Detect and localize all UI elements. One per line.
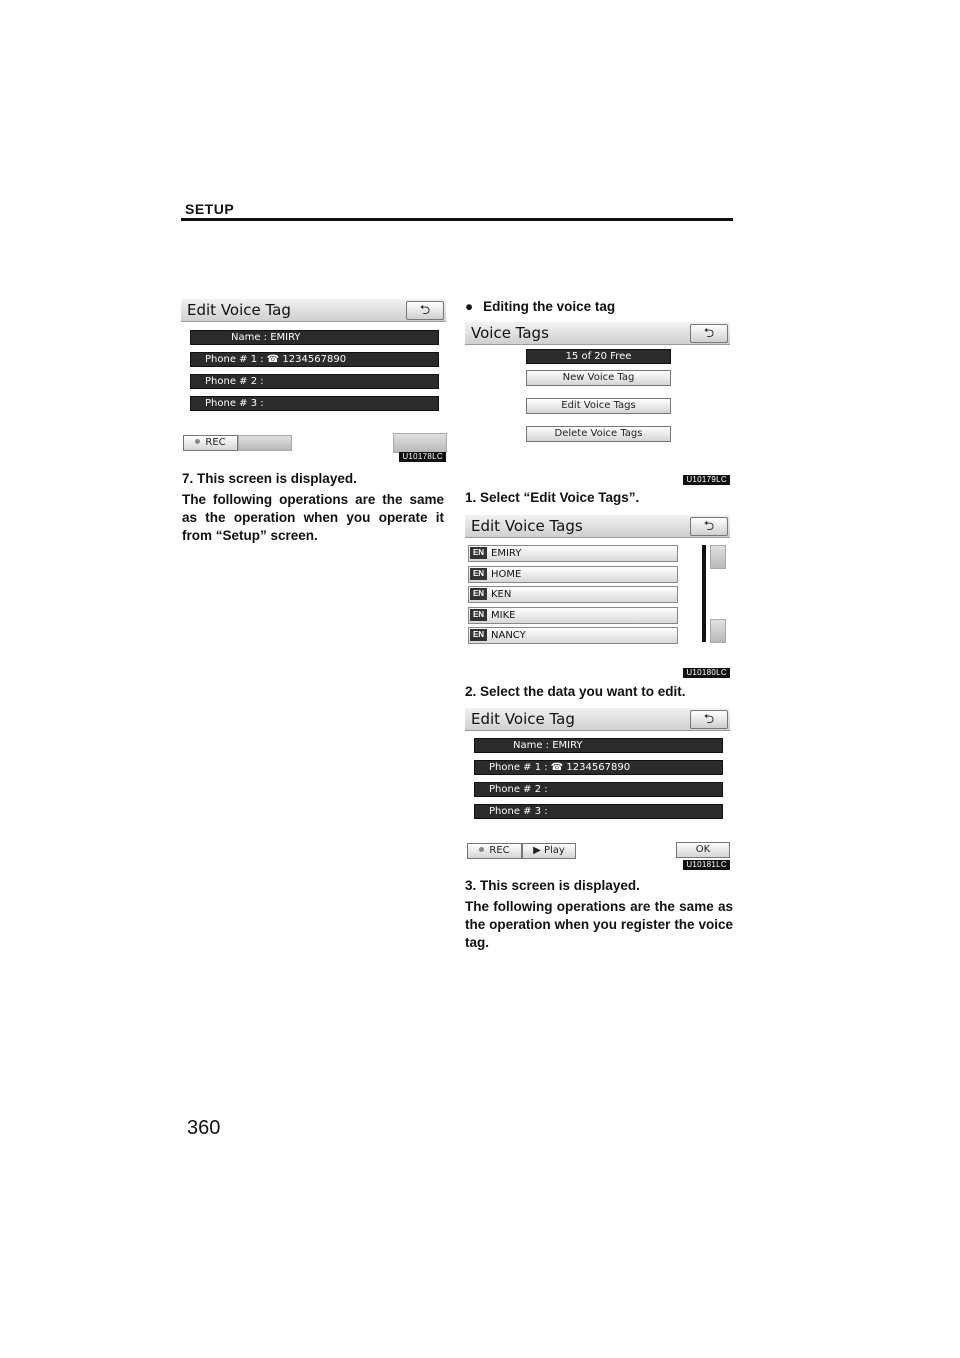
list-item-label: HOME xyxy=(491,569,522,580)
back-icon[interactable]: ⮌ xyxy=(690,517,728,536)
list-item-label: KEN xyxy=(491,589,512,600)
phone-3-row[interactable] xyxy=(190,396,439,411)
scrollbar-track[interactable] xyxy=(702,545,706,642)
figure-code: U10179LC xyxy=(683,475,730,485)
list-item[interactable] xyxy=(468,545,678,562)
phone-2-row-label: Phone # 2 : xyxy=(205,376,264,387)
screen-title-bar xyxy=(181,299,446,322)
rec-label: REC xyxy=(205,437,226,448)
free-count-bar xyxy=(526,349,671,364)
language-badge: EN xyxy=(470,629,487,641)
screen-title: Edit Voice Tag xyxy=(471,710,575,728)
screen-title-bar xyxy=(465,322,730,345)
free-count-label: 15 of 20 Free xyxy=(565,351,632,362)
phone-2-row[interactable] xyxy=(474,782,723,797)
figure-edit-voice-tags-list xyxy=(465,515,730,679)
list-item[interactable] xyxy=(468,627,678,644)
language-badge: EN xyxy=(470,588,487,600)
language-badge: EN xyxy=(470,609,487,621)
phone-1-row-label: Phone # 1 : ☎ 1234567890 xyxy=(205,354,347,365)
rec-dot-icon xyxy=(195,439,200,444)
list-item-label: EMIRY xyxy=(491,548,522,559)
screen-title: Edit Voice Tags xyxy=(471,517,583,535)
section-header: SETUP xyxy=(185,201,235,217)
name-row[interactable] xyxy=(190,330,439,345)
delete-voice-tags-button[interactable]: Delete Voice Tags xyxy=(526,426,671,442)
right-paragraph: The following operations are the same as the operation when you register the voice tag. xyxy=(465,899,733,950)
figure-code: U10180LC xyxy=(683,668,730,678)
new-voice-tag-button[interactable]: New Voice Tag xyxy=(526,370,671,386)
step-2: 2. Select the data you want to edit. xyxy=(465,684,686,699)
phone-1-row[interactable] xyxy=(474,760,723,775)
rec-dot-icon xyxy=(479,847,484,852)
language-badge: EN xyxy=(470,568,487,580)
rec-button[interactable] xyxy=(183,435,238,451)
screen-title: Voice Tags xyxy=(471,324,549,342)
step-1: 1. Select “Edit Voice Tags”. xyxy=(465,490,640,505)
back-icon[interactable]: ⮌ xyxy=(690,710,728,729)
figure-code: U10178LC xyxy=(399,452,446,462)
phone-2-row-label: Phone # 2 : xyxy=(489,784,548,795)
play-button[interactable]: ▶ Play xyxy=(522,843,576,859)
list-item[interactable] xyxy=(468,607,678,624)
name-row-label: Name : EMIRY xyxy=(231,332,301,343)
phone-3-row-label: Phone # 3 : xyxy=(489,806,548,817)
phone-3-row[interactable] xyxy=(474,804,723,819)
scroll-down-button[interactable] xyxy=(710,619,726,643)
editing-heading-text: Editing the voice tag xyxy=(483,299,616,314)
ok-button-disabled xyxy=(393,433,447,453)
header-rule xyxy=(181,218,733,221)
screen-title-bar xyxy=(465,708,730,731)
left-paragraph: The following operations are the same as the operation when you operate it from “Setup” screen. xyxy=(182,492,444,543)
phone-1-row-label: Phone # 1 : ☎ 1234567890 xyxy=(489,762,631,773)
step-7: 7. This screen is displayed. xyxy=(182,471,357,486)
phone-2-row[interactable] xyxy=(190,374,439,389)
rec-label: REC xyxy=(489,845,510,856)
list-item[interactable] xyxy=(468,586,678,603)
list-item-label: NANCY xyxy=(491,630,526,641)
phone-3-row-label: Phone # 3 : xyxy=(205,398,264,409)
figure-voice-tags xyxy=(465,322,730,485)
screen-title: Edit Voice Tag xyxy=(187,301,291,319)
play-button-disabled xyxy=(238,435,292,451)
language-badge: EN xyxy=(470,547,487,559)
list-item-label: MIKE xyxy=(491,610,516,621)
name-row[interactable] xyxy=(474,738,723,753)
ok-button[interactable]: OK xyxy=(676,842,730,858)
edit-voice-tags-button[interactable]: Edit Voice Tags xyxy=(526,398,671,414)
screen-title-bar xyxy=(465,515,730,538)
rec-button[interactable] xyxy=(467,843,522,859)
scroll-up-button[interactable] xyxy=(710,545,726,569)
list-item[interactable] xyxy=(468,566,678,583)
phone-1-row[interactable] xyxy=(190,352,439,367)
back-icon[interactable]: ⮌ xyxy=(406,301,444,320)
step-3: 3. This screen is displayed. xyxy=(465,878,640,893)
back-icon[interactable]: ⮌ xyxy=(690,324,728,343)
editing-heading xyxy=(465,298,735,316)
figure-edit-voice-tag-2 xyxy=(465,708,730,873)
name-row-label: Name : EMIRY xyxy=(513,740,583,751)
figure-edit-voice-tag-1 xyxy=(181,299,446,464)
figure-code: U10181LC xyxy=(683,860,730,870)
bullet-icon: ● xyxy=(465,299,474,314)
page-number: 360 xyxy=(187,1117,221,1139)
